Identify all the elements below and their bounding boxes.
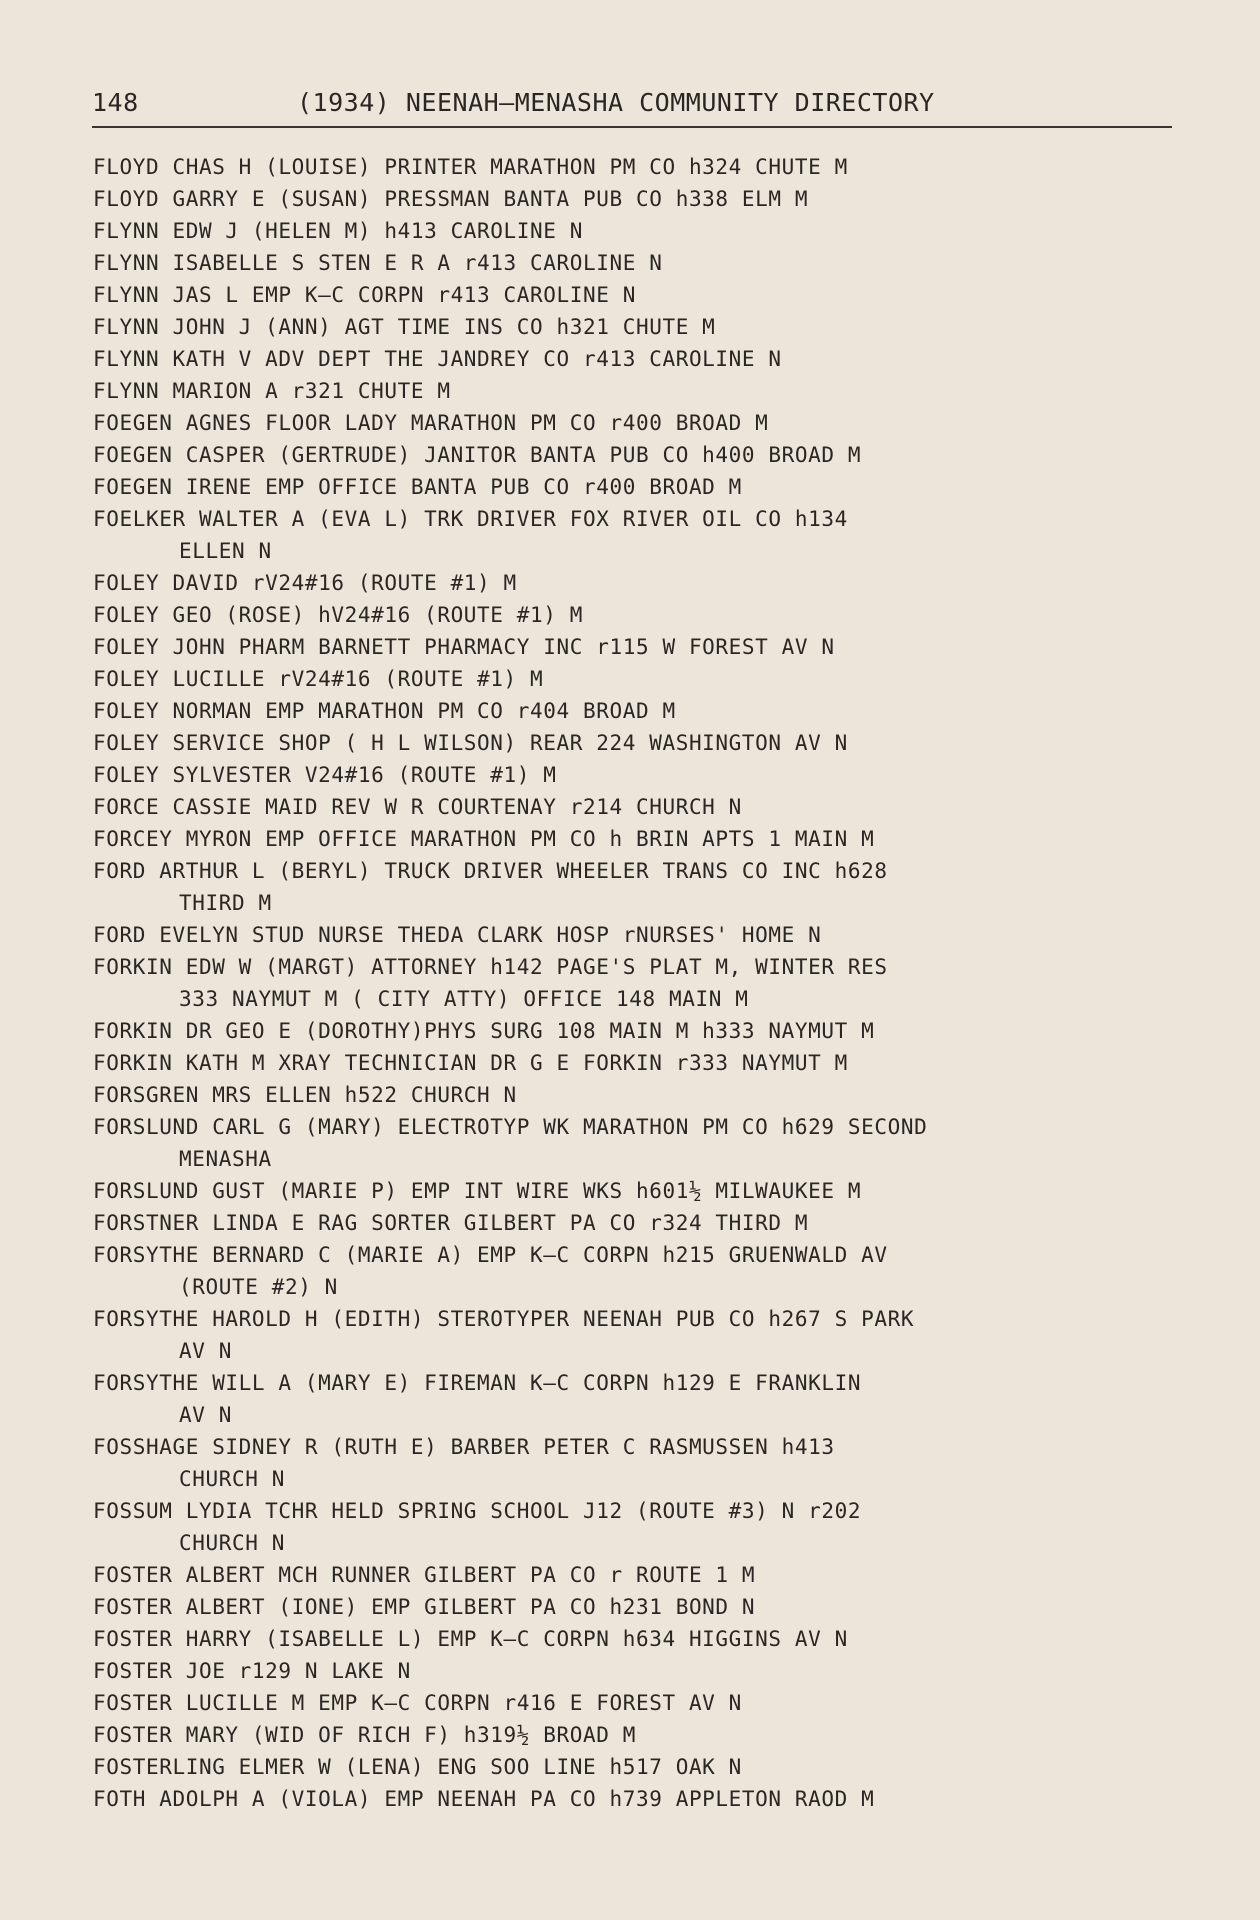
directory-entry: FLYNN JAS L EMP K—C CORPN r413 CAROLINE N [93, 283, 636, 307]
directory-entry: FORSYTHE HAROLD H (EDITH) STEROTYPER NEENAH PUB CO h267 S PARK [93, 1307, 915, 1331]
directory-entry: FOLEY GEO (ROSE) hV24#16 (ROUTE #1) M [93, 603, 583, 627]
directory-entry: FOSTER MARY (WID OF RICH F) h319½ BROAD M [93, 1723, 636, 1747]
directory-entry-continuation: CHURCH N [179, 1467, 285, 1491]
directory-entry: FORKIN DR GEO E (DOROTHY)PHYS SURG 108 MAIN M h333 NAYMUT M [93, 1019, 875, 1043]
directory-entry: FOLEY NORMAN EMP MARATHON PM CO r404 BROAD M [93, 699, 676, 723]
page-number: 148 [92, 88, 139, 117]
directory-entry: FLYNN KATH V ADV DEPT THE JANDREY CO r413 CAROLINE N [93, 347, 782, 371]
directory-entry: FORSLUND GUST (MARIE P) EMP INT WIRE WKS h601½ MILWAUKEE M [93, 1179, 862, 1203]
directory-entry: FOSTER ALBERT MCH RUNNER GILBERT PA CO r ROUTE 1 M [93, 1563, 756, 1587]
directory-entry: FOLEY LUCILLE rV24#16 (ROUTE #1) M [93, 667, 544, 691]
directory-entry-continuation: AV N [179, 1403, 232, 1427]
directory-entry: FLOYD GARRY E (SUSAN) PRESSMAN BANTA PUB CO h338 ELM M [93, 187, 809, 211]
directory-entry: FOELKER WALTER A (EVA L) TRK DRIVER FOX RIVER OIL CO h134 [93, 507, 848, 531]
directory-entry: FORCE CASSIE MAID REV W R COURTENAY r214 CHURCH N [93, 795, 742, 819]
directory-entry: FOLEY SERVICE SHOP ( H L WILSON) REAR 224 WASHINGTON AV N [93, 731, 848, 755]
directory-entry-continuation: 333 NAYMUT M ( CITY ATTY) OFFICE 148 MAIN M [179, 987, 749, 1011]
directory-entry: FOLEY SYLVESTER V24#16 (ROUTE #1) M [93, 763, 557, 787]
directory-entry: FOTH ADOLPH A (VIOLA) EMP NEENAH PA CO h739 APPLETON RAOD M [93, 1787, 875, 1811]
directory-entry: FLYNN EDW J (HELEN M) h413 CAROLINE N [93, 219, 583, 243]
directory-entry: FOSSUM LYDIA TCHR HELD SPRING SCHOOL J12 (ROUTE #3) N r202 [93, 1499, 862, 1523]
directory-entry-continuation: (ROUTE #2) N [179, 1275, 338, 1299]
directory-entry: FOSTERLING ELMER W (LENA) ENG SOO LINE h517 OAK N [93, 1755, 742, 1779]
directory-entry: FOSTER ALBERT (IONE) EMP GILBERT PA CO h231 BOND N [93, 1595, 756, 1619]
directory-entry: FLYNN MARION A r321 CHUTE M [93, 379, 451, 403]
directory-entry: FOSTER HARRY (ISABELLE L) EMP K—C CORPN h634 HIGGINS AV N [93, 1627, 848, 1651]
directory-entry-continuation: CHURCH N [179, 1531, 285, 1555]
directory-entry: FORSLUND CARL G (MARY) ELECTROTYP WK MARATHON PM CO h629 SECOND [93, 1115, 928, 1139]
directory-entry: FORSYTHE BERNARD C (MARIE A) EMP K—C CORPN h215 GRUENWALD AV [93, 1243, 888, 1267]
directory-entry: FORSGREN MRS ELLEN h522 CHURCH N [93, 1083, 517, 1107]
directory-entry: FORKIN EDW W (MARGT) ATTORNEY h142 PAGE'S PLAT M, WINTER RES [93, 955, 888, 979]
directory-entries [93, 151, 1193, 1815]
directory-entry: FOLEY DAVID rV24#16 (ROUTE #1) M [93, 571, 517, 595]
directory-entry: FORKIN KATH M XRAY TECHNICIAN DR G E FORKIN r333 NAYMUT M [93, 1051, 848, 1075]
directory-entry-continuation: ELLEN N [179, 539, 272, 563]
directory-entry: FORSYTHE WILL A (MARY E) FIREMAN K—C CORPN h129 E FRANKLIN [93, 1371, 862, 1395]
directory-entry-continuation: THIRD M [179, 891, 272, 915]
directory-entry: FLOYD CHAS H (LOUISE) PRINTER MARATHON PM CO h324 CHUTE M [93, 155, 848, 179]
directory-entry: FORCEY MYRON EMP OFFICE MARATHON PM CO h BRIN APTS 1 MAIN M [93, 827, 875, 851]
directory-entry-continuation: MENASHA [179, 1147, 272, 1171]
page-title: (1934) NEENAH—MENASHA COMMUNITY DIRECTORY [297, 88, 935, 117]
directory-entry: FORD ARTHUR L (BERYL) TRUCK DRIVER WHEELER TRANS CO INC h628 [93, 859, 888, 883]
directory-entry: FLYNN JOHN J (ANN) AGT TIME INS CO h321 CHUTE M [93, 315, 716, 339]
directory-entry: FORSTNER LINDA E RAG SORTER GILBERT PA CO r324 THIRD M [93, 1211, 809, 1235]
directory-entry: FLYNN ISABELLE S STEN E R A r413 CAROLINE N [93, 251, 663, 275]
directory-entry: FOLEY JOHN PHARM BARNETT PHARMACY INC r115 W FOREST AV N [93, 635, 835, 659]
directory-entry-continuation: AV N [179, 1339, 232, 1363]
page-header [92, 88, 1172, 122]
directory-entry: FOEGEN CASPER (GERTRUDE) JANITOR BANTA PUB CO h400 BROAD M [93, 443, 862, 467]
directory-entry: FOEGEN AGNES FLOOR LADY MARATHON PM CO r400 BROAD M [93, 411, 769, 435]
directory-entry: FOSSHAGE SIDNEY R (RUTH E) BARBER PETER C RASMUSSEN h413 [93, 1435, 835, 1459]
header-rule [92, 126, 1172, 128]
directory-entry: FOSTER JOE r129 N LAKE N [93, 1659, 411, 1683]
directory-entry: FOEGEN IRENE EMP OFFICE BANTA PUB CO r400 BROAD M [93, 475, 742, 499]
directory-entry: FORD EVELYN STUD NURSE THEDA CLARK HOSP rNURSES' HOME N [93, 923, 822, 947]
directory-entry: FOSTER LUCILLE M EMP K—C CORPN r416 E FOREST AV N [93, 1691, 742, 1715]
